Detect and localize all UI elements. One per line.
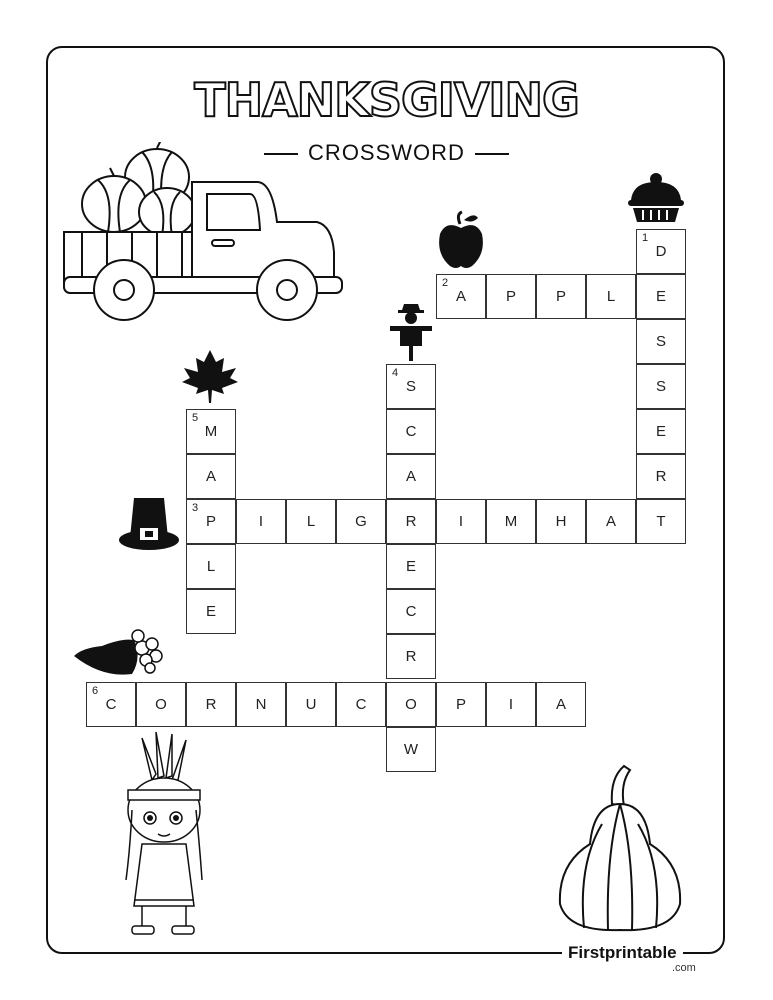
cell-6-across-10[interactable]: A — [536, 682, 586, 727]
cell-5-down-2[interactable]: A — [186, 454, 236, 499]
cell-1-down-7[interactable]: T — [636, 499, 686, 544]
clue-number: 3 — [192, 502, 199, 514]
cell-4-down-6[interactable]: C — [386, 589, 436, 634]
page-title: THANKSGIVING — [194, 73, 579, 127]
cell-4-down-3[interactable]: A — [386, 454, 436, 499]
clue-number: 2 — [442, 277, 449, 289]
cell-4-down-1[interactable]: 4 S — [386, 364, 436, 409]
cell-6-across-4[interactable]: N — [236, 682, 286, 727]
cell-3-across-4[interactable]: G — [336, 499, 386, 544]
native-girl-illustration — [112, 730, 212, 940]
clue-number: 5 — [192, 412, 199, 424]
clue-number: 1 — [642, 232, 649, 244]
cell-1-down-1[interactable]: 1 D — [636, 229, 686, 274]
cell-1-down-2[interactable]: E — [636, 274, 686, 319]
cell-6-across-8[interactable]: P — [436, 682, 486, 727]
cell-4-down-2[interactable]: C — [386, 409, 436, 454]
cornucopia-icon — [72, 628, 164, 680]
cell-6-across-5[interactable]: U — [286, 682, 336, 727]
cell-3-across-6[interactable]: I — [436, 499, 486, 544]
cell-3-across-7[interactable]: M — [486, 499, 536, 544]
cell-6-across-1[interactable]: 6 C — [86, 682, 136, 727]
cell-2-across-3[interactable]: P — [536, 274, 586, 319]
cell-4-down-7[interactable]: R — [386, 634, 436, 679]
cell-6-across-7[interactable]: O — [386, 682, 436, 727]
cell-1-down-4[interactable]: S — [636, 364, 686, 409]
cell-1-down-5[interactable]: E — [636, 409, 686, 454]
cell-3-across-8[interactable]: H — [536, 499, 586, 544]
cell-3-across-2[interactable]: I — [236, 499, 286, 544]
clue-number: 6 — [92, 685, 99, 697]
cell-2-across-4[interactable]: L — [586, 274, 636, 319]
cell-6-across-6[interactable]: C — [336, 682, 386, 727]
pumpkin-truck-illustration — [62, 142, 344, 322]
subtitle-text: CROSSWORD — [308, 140, 465, 165]
cell-3-across-3[interactable]: L — [286, 499, 336, 544]
cell-5-down-4[interactable]: L — [186, 544, 236, 589]
cell-1-down-3[interactable]: S — [636, 319, 686, 364]
cell-1-down-6[interactable]: R — [636, 454, 686, 499]
cell-3-across-1[interactable]: 3 P — [186, 499, 236, 544]
cell-6-across-2[interactable]: O — [136, 682, 186, 727]
cell-3-across-9[interactable]: A — [586, 499, 636, 544]
cell-3-across-5[interactable]: R — [386, 499, 436, 544]
cell-2-across-2[interactable]: P — [486, 274, 536, 319]
pilgrim-hat-icon — [118, 494, 180, 552]
cell-6-across-3[interactable]: R — [186, 682, 236, 727]
brand-domain: .com — [672, 962, 696, 974]
cell-5-down-5[interactable]: E — [186, 589, 236, 634]
pie-icon — [627, 170, 685, 226]
cell-4-down-9[interactable]: W — [386, 727, 436, 772]
pumpkin-illustration — [554, 764, 686, 934]
cell-6-across-9[interactable]: I — [486, 682, 536, 727]
maple-leaf-icon — [180, 348, 240, 404]
clue-number: 4 — [392, 367, 399, 379]
cell-5-down-1[interactable]: 5 M — [186, 409, 236, 454]
cell-2-across-1[interactable]: 2 A — [436, 274, 486, 319]
brand-name: Firstprintable — [562, 944, 683, 962]
cell-4-down-5[interactable]: E — [386, 544, 436, 589]
apple-icon — [436, 210, 486, 270]
scarecrow-icon — [388, 302, 434, 362]
